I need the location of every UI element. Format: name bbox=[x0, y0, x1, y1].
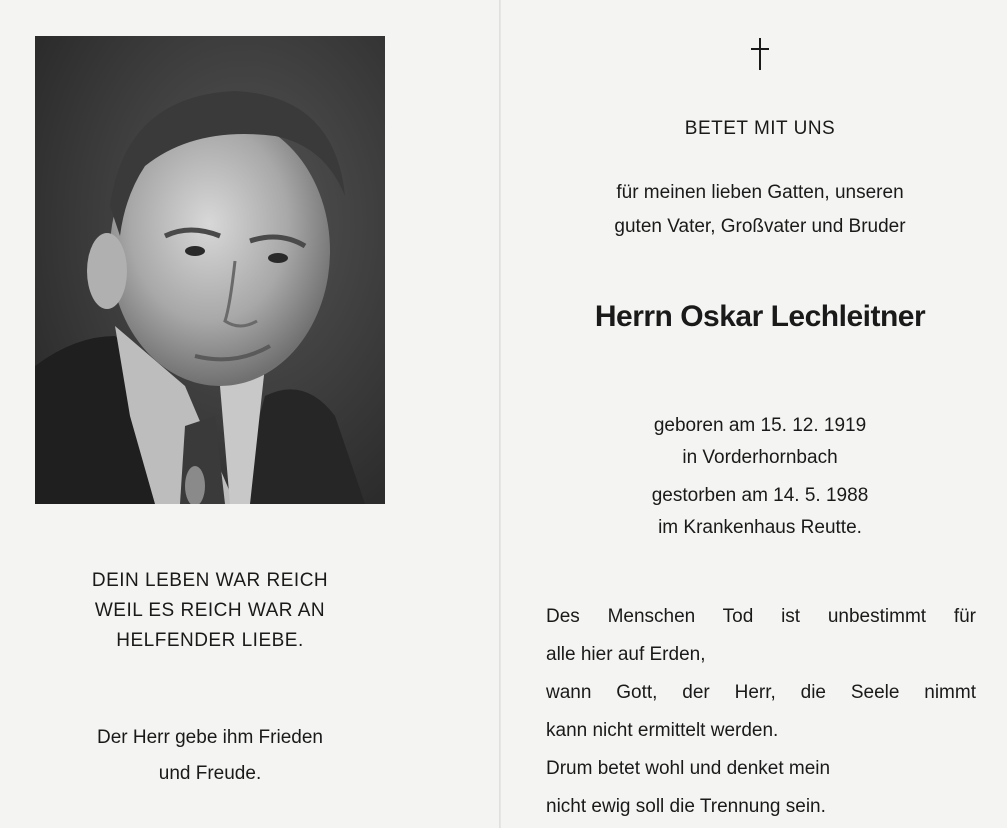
memorial-poem bbox=[546, 598, 976, 826]
birth-date: geboren am 15. 12. 1919 bbox=[653, 415, 867, 436]
dedication-text bbox=[520, 176, 1000, 244]
poem-line: alle hier auf Erden, bbox=[546, 644, 706, 665]
birth-place: in Vorderhornbach bbox=[682, 447, 838, 468]
birth-info bbox=[520, 410, 1000, 474]
dedication-line: für meinen lieben Gatten, unseren bbox=[616, 182, 904, 203]
card-fold-line bbox=[499, 0, 501, 828]
poem-line: Drum betet wohl und denket mein bbox=[546, 758, 831, 779]
blessing-text bbox=[40, 720, 380, 792]
poem-line: Des Menschen Tod ist unbestimmt für bbox=[546, 606, 976, 627]
poem-line: nicht ewig soll die Trennung sein. bbox=[546, 796, 826, 817]
portrait-photo bbox=[35, 36, 385, 504]
cross-icon bbox=[745, 36, 775, 76]
quote-line: WEIL ES REICH WAR AN bbox=[94, 600, 326, 621]
portrait-photo-icon bbox=[35, 36, 385, 504]
poem-line: wann Gott, der Herr, die Seele nimmt bbox=[546, 682, 976, 703]
blessing-line: und Freude. bbox=[158, 763, 262, 784]
memorial-quote bbox=[40, 566, 380, 656]
quote-line: HELFENDER LIEBE. bbox=[116, 630, 304, 651]
dedication-line: guten Vater, Großvater und Bruder bbox=[614, 216, 906, 237]
deceased-name: Herrn Oskar Lechleitner bbox=[594, 300, 926, 333]
poem-line: kann nicht ermittelt werden. bbox=[546, 720, 779, 741]
prayer-title: BETET MIT UNS bbox=[684, 118, 836, 139]
death-place: im Krankenhaus Reutte. bbox=[658, 517, 862, 538]
death-info bbox=[520, 480, 1000, 544]
blessing-line: Der Herr gebe ihm Frieden bbox=[97, 727, 323, 748]
death-date: gestorben am 14. 5. 1988 bbox=[651, 485, 869, 506]
quote-line: DEIN LEBEN WAR REICH bbox=[91, 570, 329, 591]
